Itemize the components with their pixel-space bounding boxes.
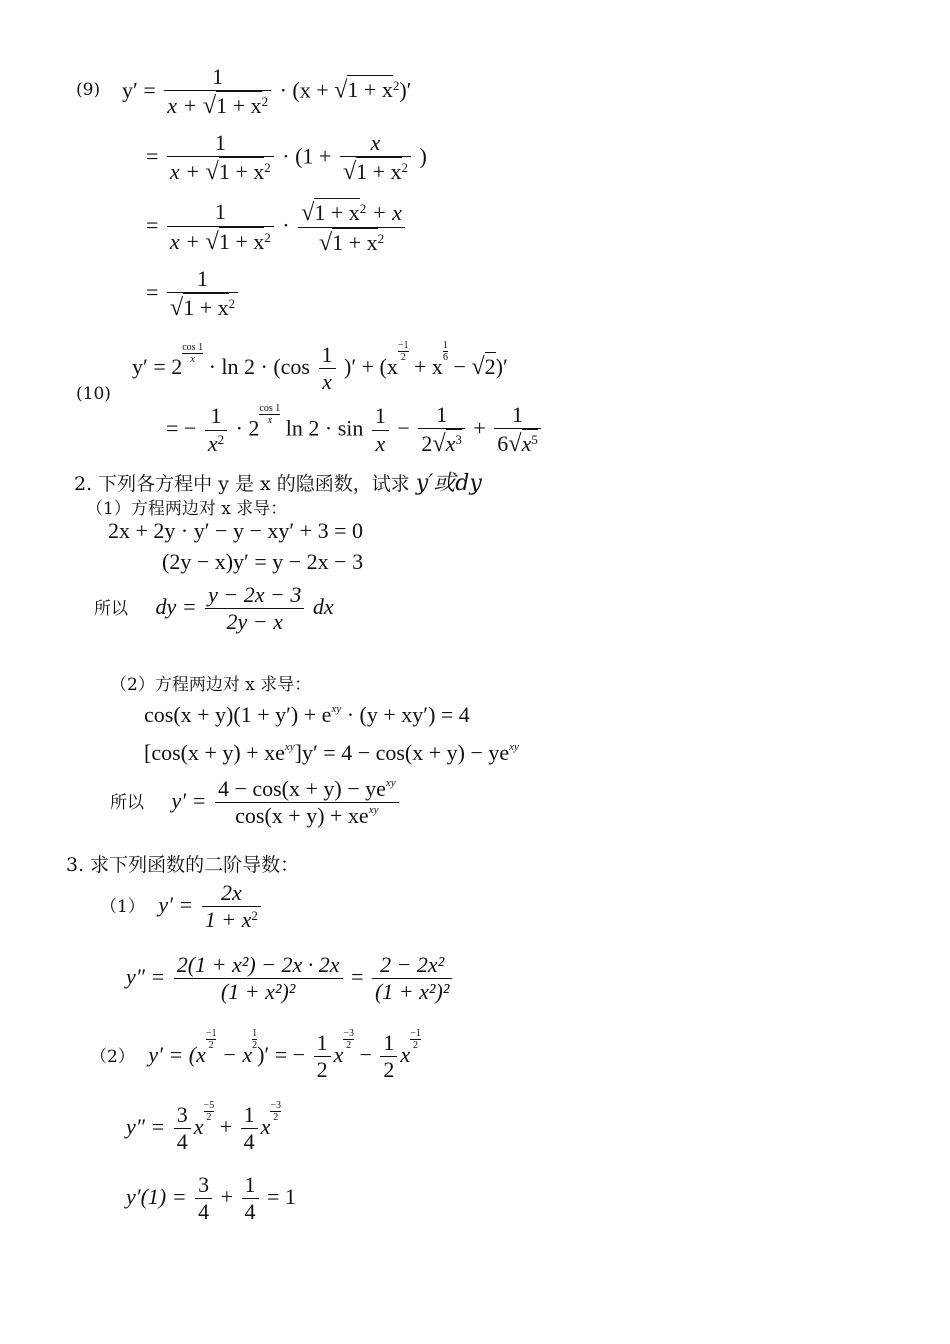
p9-line-3: = $\frac{1}{x + √1 + x^2}$ · $\frac{√1 + x^2 + x}{√1 + x^2}$ xyxy=(146,198,408,257)
s3-q1-line2: y″ = $\frac{\text{2(1 + x²) − 2x · 2x}}{\text{(1 + x²)²}}$ = $\frac{\text{2 − 2x²}}{\text{(1 + x²)²}}$ xyxy=(126,952,455,1006)
s2-q1-eq1: 2x + 2y · y′ − y − xy′ + 3 = 0 xyxy=(108,518,363,543)
fraction: $\frac{1}{x + √1 + x^2}$ xyxy=(167,130,274,186)
s2-q2-eq2: $[\cos(x + y) + xe^{xy}]y' = 4 - \cos(x + y) - ye^{xy}$ xyxy=(144,740,519,765)
p10-line-1: y′ = 2 $\frac{\cos 1}{x}$ · ln 2 · (cos $\frac{1}{x}$ )′ + (x $\frac{-1}{2}$ + x $\frac{1}{6}$ − √2)′ xyxy=(132,340,508,395)
p9-line-4: = $\frac{1}{√1 + x^2}$ xyxy=(146,266,241,322)
s2-q1-label: （1）方程两边对 x 求导： xyxy=(86,499,288,519)
s3-q2-line2: y″ = $\frac{3}{4}$ x $\frac{-5}{2}$ + $\frac{1}{4}$ x $\frac{-3}{2}$ xyxy=(126,1100,282,1155)
s2-q1-eq2: (2y − x)y′ = y − 2x − 3 xyxy=(162,549,364,574)
s2-q1-result: 所以 dy = $\frac{y - 2x - 3}{2y - x}$ dx xyxy=(94,582,334,635)
p9-line-1: y′ = $\frac{1}{x + √1 + x^2}$ · $(x + √1 + x^2)'$ xyxy=(122,64,412,120)
fraction xyxy=(164,64,271,120)
s3-q1-line1: （1） y′ = $\frac{2x}{1 + x^2}$ xyxy=(100,880,264,934)
problem-9-label: (9) xyxy=(76,80,101,100)
lhs: y′ = xyxy=(122,77,156,103)
p9-line-2: = $\frac{1}{x + √1 + x^2}$ · (1 + $\frac{x}{√1 + x^2}$ ) xyxy=(146,130,427,186)
numerator: 1 xyxy=(212,64,224,89)
s3-q2-line1: （2） y′ = (x $\frac{-1}{2}$ − x $\frac{1}{2}$ )′ = − $\frac{1}{2}$ x $\frac{-3}{2}$ − $\frac{1}{2}$ x $\frac{-1}{2}$ xyxy=(90,1028,421,1083)
section-2-heading: 2. 下列各方程中 y 是 x 的隐函数，试求 y′或dy xyxy=(74,471,482,496)
fraction: $\frac{1}{√1 + x^2}$ xyxy=(167,266,238,322)
s2-q2-eq1: $\cos(x + y)(1 + y') + e^{xy} \cdot (y + xy') = 4$ xyxy=(144,702,470,727)
denominator: $x + √1 + x^2$ xyxy=(164,90,271,120)
s2-q2-label: （2）方程两边对 x 求导： xyxy=(110,675,312,695)
p10-line-2: = − $\frac{1}{x^2}$ · 2 $\frac{\cos 1}{x}$ ln 2 · sin $\frac{1}{x}$ − $\frac{1}{2√x^3}$ + $\frac{1}{6√x^5}$ xyxy=(166,402,544,458)
problem-10-label: (10) xyxy=(76,384,111,404)
s3-q2-line3: y′(1) = $\frac{3}{4}$ + $\frac{1}{4}$ = 1 xyxy=(126,1172,296,1225)
section-3-heading: 3. 求下列函数的二阶导数： xyxy=(66,854,300,876)
fraction: $\frac{√1 + x^2 + x}{√1 + x^2}$ xyxy=(298,198,405,257)
fraction: $\frac{x}{√1 + x^2}$ xyxy=(340,130,411,186)
s2-q2-result: 所以 y′ = $\frac{4 - \cos(x + y) - ye^{xy}}{\cos(x + y) + xe^{xy}}$ xyxy=(110,776,402,830)
fraction: $\frac{1}{x + √1 + x^2}$ xyxy=(167,199,274,255)
